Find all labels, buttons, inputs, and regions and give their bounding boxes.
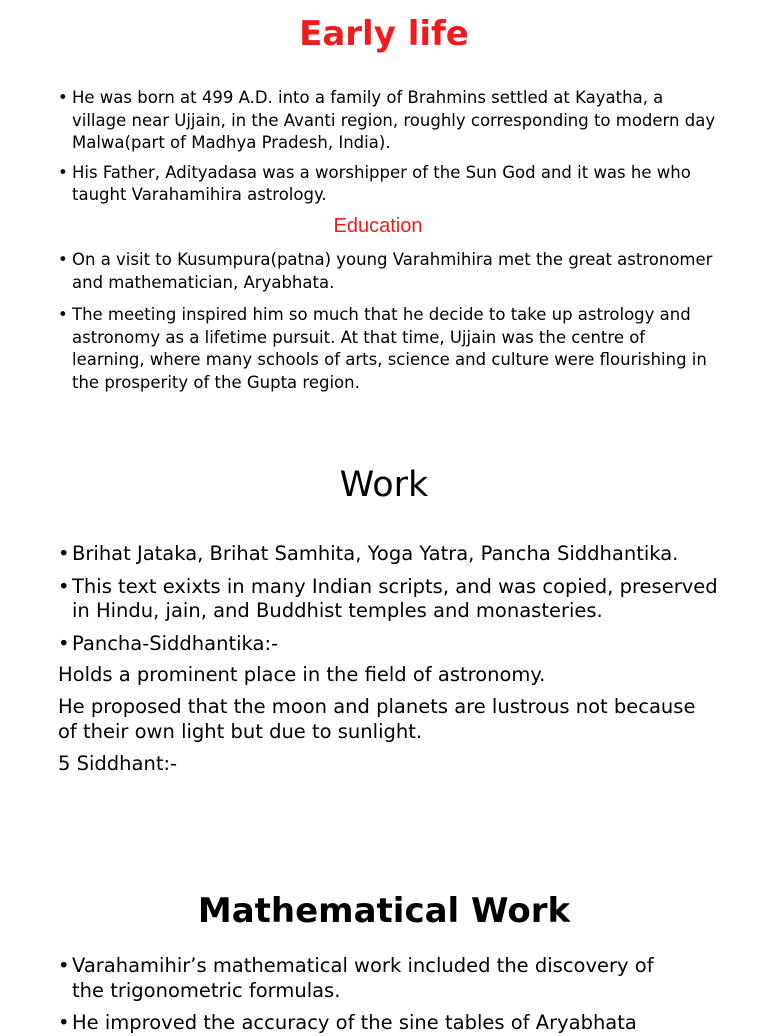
list-item xyxy=(58,542,718,567)
list-item-text: Varahamihir’s mathematical work included the discovery of the trigonometric formulas. xyxy=(72,954,654,1002)
list-item xyxy=(58,87,720,155)
math-bullet-list xyxy=(58,954,678,1036)
list-item-text: Pancha-Siddhantika:- xyxy=(72,631,279,655)
list-item xyxy=(58,954,678,1003)
list-item xyxy=(58,304,720,394)
early-life-bullet-list xyxy=(58,87,720,207)
math-work-title: Mathematical Work xyxy=(197,891,571,931)
work-paragraph: 5 Siddhant:- xyxy=(58,752,178,775)
list-item-text: On a visit to Kusumpura(patna) young Varahmihira met the great astronomer and mathematician, Aryabhata. xyxy=(72,250,713,292)
bullet-icon: • xyxy=(58,162,68,182)
list-item-text: The meeting inspired him so much that he decide to take up astrology and astronomy as a lifetime pursuit. At that time, Ujjain was the centre of learning, where many schools of arts, science and culture were flourishing in the prosperity of the Gupta region. xyxy=(72,305,707,392)
list-item xyxy=(58,249,720,294)
list-item-text: He improved the accuracy of the sine tables of Aryabhata xyxy=(72,1011,637,1034)
education-bullet-list xyxy=(58,249,720,394)
bullet-icon: • xyxy=(58,542,70,565)
bullet-icon: • xyxy=(58,88,68,107)
early-life-title: Early life xyxy=(299,14,469,54)
list-item-text: His Father, Adityadasa was a worshipper of the Sun God and it was he who taught Varahamihira astrology. xyxy=(72,162,691,204)
bullet-icon: • xyxy=(58,631,70,655)
work-paragraph: Holds a prominent place in the field of astronomy. xyxy=(58,663,546,686)
list-item xyxy=(58,1011,678,1036)
list-item xyxy=(58,162,720,207)
bullet-icon: • xyxy=(58,1011,70,1034)
list-item-text: This text exixts in many Indian scripts, and was copied, preserved in Hindu, jain, and Buddhist temples and monasteries. xyxy=(72,574,718,622)
list-item xyxy=(58,575,718,624)
work-title: Work xyxy=(339,465,429,505)
list-item-text: Brihat Jataka, Brihat Samhita, Yoga Yatra, Pancha Siddhantika. xyxy=(72,542,679,565)
bullet-icon: • xyxy=(58,574,70,598)
bullet-icon: • xyxy=(58,954,70,977)
list-item xyxy=(58,632,718,657)
list-item-text: He was born at 499 A.D. into a family of Brahmins settled at Kayatha, a village near Ujjain, in the Avanti region, roughly corresponding to modern day Malwa(part of Madhya Pradesh, India). xyxy=(72,88,716,152)
work-paragraph: He proposed that the moon and planets are lustrous not because of their own light but due to sunlight. xyxy=(58,695,696,743)
bullet-icon: • xyxy=(58,305,68,324)
work-bullet-list xyxy=(58,542,718,656)
education-heading: Education xyxy=(333,215,423,237)
bullet-icon: • xyxy=(58,250,68,269)
